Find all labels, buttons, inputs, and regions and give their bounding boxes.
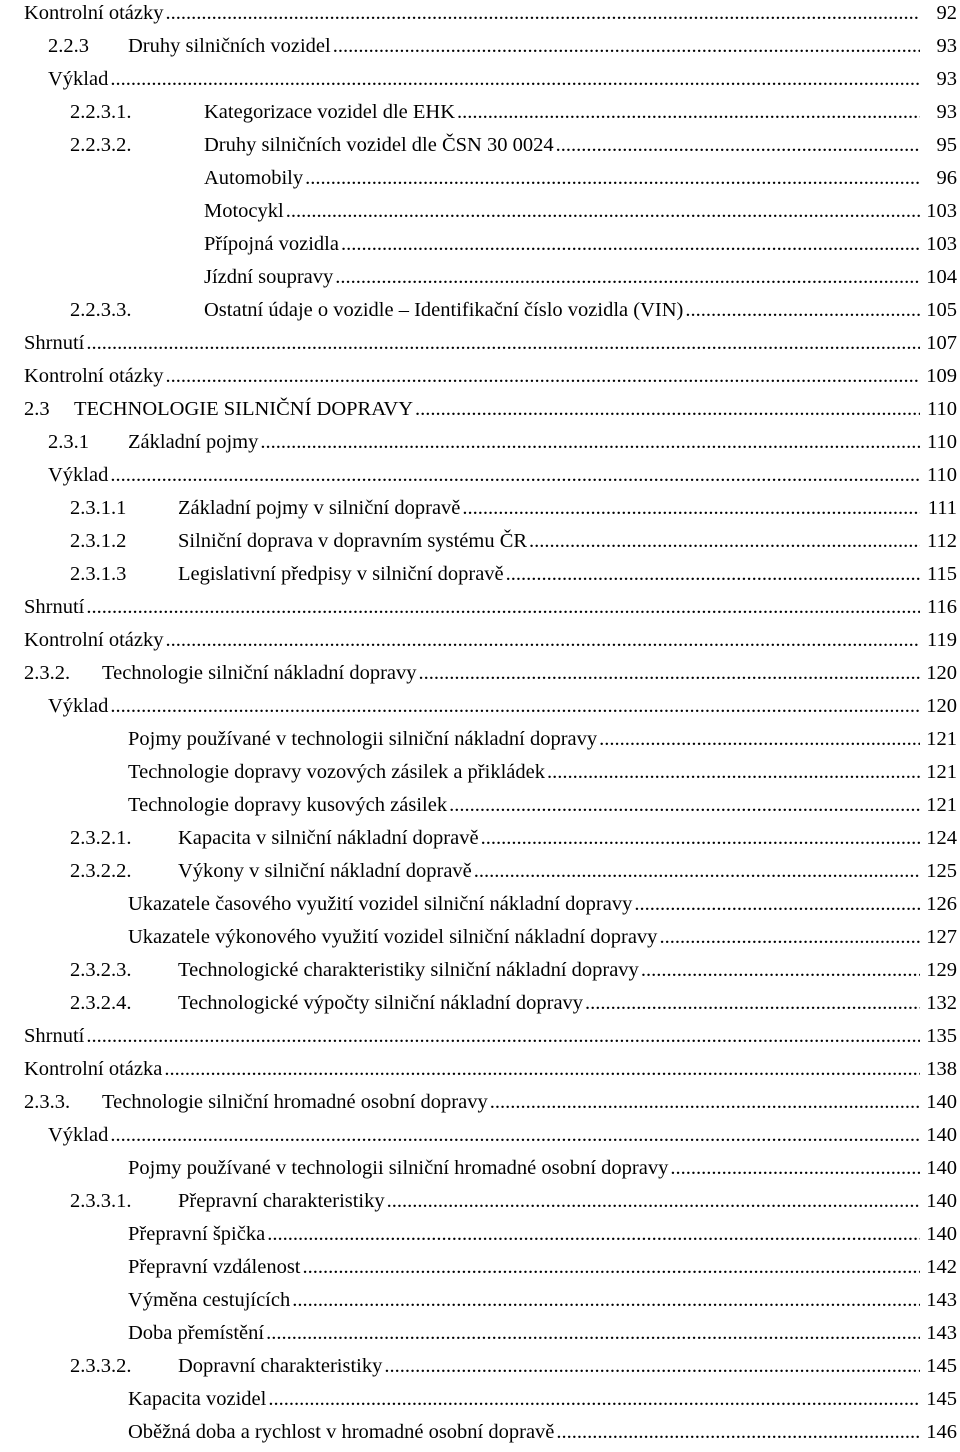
toc-entry[interactable] [0,1186,960,1216]
toc-entry-leader [128,1318,920,1348]
toc-entry-number: 2.3.3. [24,1091,71,1113]
toc-entry-page: 140 [922,1186,957,1216]
toc-entry-page: 121 [922,757,957,787]
toc-entry[interactable] [0,724,960,754]
toc-entry-title: Výklad [48,1124,109,1146]
toc-entry[interactable] [0,328,960,358]
toc-entry[interactable] [0,1153,960,1183]
toc-entry-page: 116 [923,592,957,622]
toc-entry-page: 95 [933,130,958,160]
toc-entry-number: 2.2.3.1. [70,101,132,123]
toc-entry-leader [24,361,920,391]
toc-entry-page: 110 [923,394,957,424]
toc-entry-page: 127 [922,922,957,952]
toc-entry-number: 2.3.2.2. [70,860,132,882]
toc-entry[interactable] [0,1219,960,1249]
toc-entry[interactable] [0,988,960,1018]
toc-entry-leader [74,394,920,424]
toc-entry-leader [178,1186,920,1216]
toc-entry-title: Motocykl [204,200,284,222]
toc-entry-title: Ukazatele výkonového využití vozidel silniční nákladní dopravy [128,926,658,948]
toc-entry-title: Výklad [48,68,109,90]
toc-entry-title: Ostatní údaje o vozidle – Identifikační číslo vozidla (VIN) [204,299,684,321]
toc-entry[interactable] [0,1120,960,1150]
toc-entry-page: 145 [922,1351,957,1381]
toc-entry[interactable] [0,691,960,721]
toc-entry-number: 2.2.3.3. [70,299,132,321]
toc-entry-title: Výměna cestujících [128,1289,291,1311]
toc-entry-leader [24,1054,920,1084]
toc-entry-title: Kontrolní otázky [24,629,164,651]
toc-entry-leader [128,1384,920,1414]
toc-entry-number: 2.2.3.2. [70,134,132,156]
toc-entry-number: 2.3.3.2. [70,1355,132,1377]
toc-entry-title: Silniční doprava v dopravním systému ČR [178,530,528,552]
toc-entry-leader [24,0,920,28]
toc-entry[interactable] [0,823,960,853]
toc-entry-page: 145 [922,1384,957,1414]
toc-entry-leader [24,1021,920,1051]
toc-entry[interactable] [0,163,960,193]
toc-entry-leader [178,988,920,1018]
toc-entry-title: Přípojná vozidla [204,233,339,255]
toc-entry-leader [128,1417,920,1447]
toc-entry-title: Pojmy používané v technologii silniční nákladní dopravy [128,728,598,750]
toc-entry[interactable] [0,31,960,61]
toc-entry[interactable] [0,526,960,556]
toc-entry-number: 2.3.2.3. [70,959,132,981]
toc-entry[interactable] [0,427,960,457]
toc-entry[interactable] [0,856,960,886]
toc-entry-title: Výklad [48,464,109,486]
toc-entry-page: 105 [922,295,957,325]
toc-entry[interactable] [0,592,960,622]
toc-entry-title: Technologické charakteristiky silniční nákladní dopravy [178,959,639,981]
toc-entry-page: 140 [922,1153,957,1183]
toc-entry-page: 96 [933,163,958,193]
toc-entry-title: Technologie dopravy vozových zásilek a přikládek [128,761,545,783]
toc-entry[interactable] [0,658,960,688]
toc-entry-number: 2.3.2. [24,662,71,684]
toc-entry-page: 140 [922,1120,957,1150]
toc-entry-leader [24,625,920,655]
toc-entry-title: Automobily [204,167,304,189]
toc-entry-leader [178,1351,920,1381]
toc-entry-leader [178,823,920,853]
toc-entry-title: Technologické výpočty silniční nákladní dopravy [178,992,584,1014]
toc-entry[interactable] [0,229,960,259]
toc-entry[interactable] [0,1087,960,1117]
toc-entry[interactable] [0,130,960,160]
toc-entry-page: 93 [933,31,958,61]
toc-entry[interactable] [0,1417,960,1447]
toc-entry-page: 109 [922,361,957,391]
toc-entry-page: 140 [922,1219,957,1249]
toc-entry-leader [128,31,920,61]
toc-entry-title: Přepravní charakteristiky [178,1190,385,1212]
toc-entry[interactable] [0,64,960,94]
toc-entry-page: 119 [923,625,957,655]
toc-entry-title: Shrnutí [24,1025,85,1047]
toc-entry-number: 2.3.1.2 [70,530,127,552]
toc-entry[interactable] [0,196,960,226]
toc-entry[interactable] [0,394,960,424]
toc-entry-page: 115 [923,559,957,589]
toc-entry-title: Kapacita vozidel [128,1388,267,1410]
toc-entry-leader [178,559,920,589]
toc-entry-leader [128,757,920,787]
toc-entry-page: 103 [922,229,957,259]
toc-entry-page: 121 [922,790,957,820]
toc-entry-page: 112 [923,526,957,556]
toc-entry[interactable] [0,1318,960,1348]
toc-entry-leader [204,229,920,259]
toc-entry-page: 129 [922,955,957,985]
toc-entry[interactable] [0,361,960,391]
toc-entry[interactable] [0,0,960,28]
toc-entry-page: 104 [922,262,957,292]
toc-entry-page: 125 [922,856,957,886]
toc-entry-title: Základní pojmy v silniční dopravě [178,497,461,519]
toc-entry-title: Ukazatele časového využití vozidel silniční nákladní dopravy [128,893,633,915]
toc-entry[interactable] [0,1351,960,1381]
toc-entry[interactable] [0,1021,960,1051]
toc-entry-page: 135 [922,1021,957,1051]
toc-entry-leader [128,922,920,952]
toc-entry-leader [128,889,920,919]
toc-entry-leader [204,130,920,160]
toc-entry-leader [178,493,920,523]
toc-entry-title: Shrnutí [24,596,85,618]
toc-entry-number: 2.3 [24,398,50,420]
toc-entry-title: Kapacita v silniční nákladní dopravě [178,827,479,849]
toc-entry-title: Legislativní předpisy v silniční dopravě [178,563,504,585]
toc-entry-leader [204,295,920,325]
toc-entry-page: 110 [923,460,957,490]
toc-entry-leader [24,328,920,358]
toc-entry-title: Technologie silniční hromadné osobní dopravy [102,1091,488,1113]
toc-entry-page: 143 [922,1318,957,1348]
toc-entry-title: Kontrolní otázky [24,2,164,24]
toc-entry[interactable] [0,295,960,325]
toc-entry[interactable] [0,1252,960,1282]
toc-entry[interactable] [0,625,960,655]
toc-entry-leader [204,196,920,226]
toc-entry[interactable] [0,757,960,787]
toc-entry-page: 93 [933,97,958,127]
toc-entry[interactable] [0,262,960,292]
toc-entry[interactable] [0,97,960,127]
toc-entry-leader [178,526,920,556]
toc-entry-leader [128,790,920,820]
toc-entry-title: Přepravní vzdálenost [128,1256,301,1278]
toc-entry-page: 138 [922,1054,957,1084]
toc-entry-page: 140 [922,1087,957,1117]
toc-entry-leader [128,427,920,457]
toc-entry-leader [128,724,920,754]
toc-entry-leader [48,1120,920,1150]
toc-entry-leader [48,691,920,721]
toc-entry-title: Kategorizace vozidel dle EHK [204,101,456,123]
toc-entry-page: 146 [922,1417,957,1447]
toc-entry[interactable] [0,1054,960,1084]
toc-entry-leader [48,460,920,490]
toc-entry-leader [128,1285,920,1315]
toc-entry-title: Přepravní špička [128,1223,266,1245]
toc-entry-leader [24,592,920,622]
toc-entry-page: 132 [922,988,957,1018]
toc-entry-leader [102,1087,920,1117]
toc-entry-number: 2.2.3 [48,35,89,57]
toc-entry-title: Pojmy používané v technologii silniční hromadné osobní dopravy [128,1157,669,1179]
toc-entry-page: 143 [922,1285,957,1315]
toc-entry[interactable] [0,922,960,952]
toc-entry-page: 103 [922,196,957,226]
toc-entry-page: 110 [923,427,957,457]
toc-entry-page: 142 [922,1252,957,1282]
toc-entry-leader [178,955,920,985]
toc-entry-leader [204,262,920,292]
toc-entry-number: 2.3.3.1. [70,1190,132,1212]
toc-entry-page: 120 [922,658,957,688]
toc-entry-title: Technologie dopravy kusových zásilek [128,794,448,816]
toc-entry-title: Technologie silniční nákladní dopravy [102,662,417,684]
toc-entry-page: 124 [922,823,957,853]
toc-entry-number: 2.3.1 [48,431,89,453]
toc-entry-title: Výklad [48,695,109,717]
toc-entry[interactable] [0,1384,960,1414]
toc-entry-page: 121 [922,724,957,754]
toc-entry[interactable] [0,493,960,523]
toc-entry-leader [48,64,920,94]
toc-entry-page: 111 [924,493,957,523]
toc-entry-title: Kontrolní otázky [24,365,164,387]
toc-entry-leader [178,856,920,886]
toc-entry-leader [128,1153,920,1183]
toc-entry[interactable] [0,460,960,490]
toc-entry-title: Kontrolní otázka [24,1058,163,1080]
toc-entry-leader [128,1252,920,1282]
toc-entry-page: 93 [933,64,958,94]
toc-entry-leader [128,1219,920,1249]
toc-entry-title: Oběžná doba a rychlost v hromadné osobní dopravě [128,1421,555,1443]
toc-entry-number: 2.3.2.1. [70,827,132,849]
toc-entry-page: 107 [922,328,957,358]
toc-entry-leader [102,658,920,688]
toc-entry-title: Jízdní soupravy [204,266,334,288]
toc-entry-title: Druhy silničních vozidel [128,35,331,57]
toc-entry-leader [204,163,920,193]
toc-entry[interactable] [0,1285,960,1315]
toc-entry-title: Dopravní charakteristiky [178,1355,383,1377]
toc-entry-title: TECHNOLOGIE SILNIČNÍ DOPRAVY [74,398,414,420]
toc-entry[interactable] [0,559,960,589]
toc-entry[interactable] [0,955,960,985]
toc-entry-title: Druhy silničních vozidel dle ČSN 30 0024 [204,134,554,156]
toc-entry-number: 2.3.1.1 [70,497,127,519]
toc-entry-leader [204,97,920,127]
toc-entry[interactable] [0,889,960,919]
toc-entry-title: Shrnutí [24,332,85,354]
toc-entry[interactable] [0,790,960,820]
toc-entry-title: Doba přemístění [128,1322,265,1344]
toc-entry-page: 120 [922,691,957,721]
toc-entry-title: Základní pojmy [128,431,259,453]
toc-entry-number: 2.3.1.3 [70,563,127,585]
toc-entry-number: 2.3.2.4. [70,992,132,1014]
toc-entry-page: 92 [933,0,958,28]
toc-entry-page: 126 [922,889,957,919]
toc-entry-title: Výkony v silniční nákladní dopravě [178,860,472,882]
